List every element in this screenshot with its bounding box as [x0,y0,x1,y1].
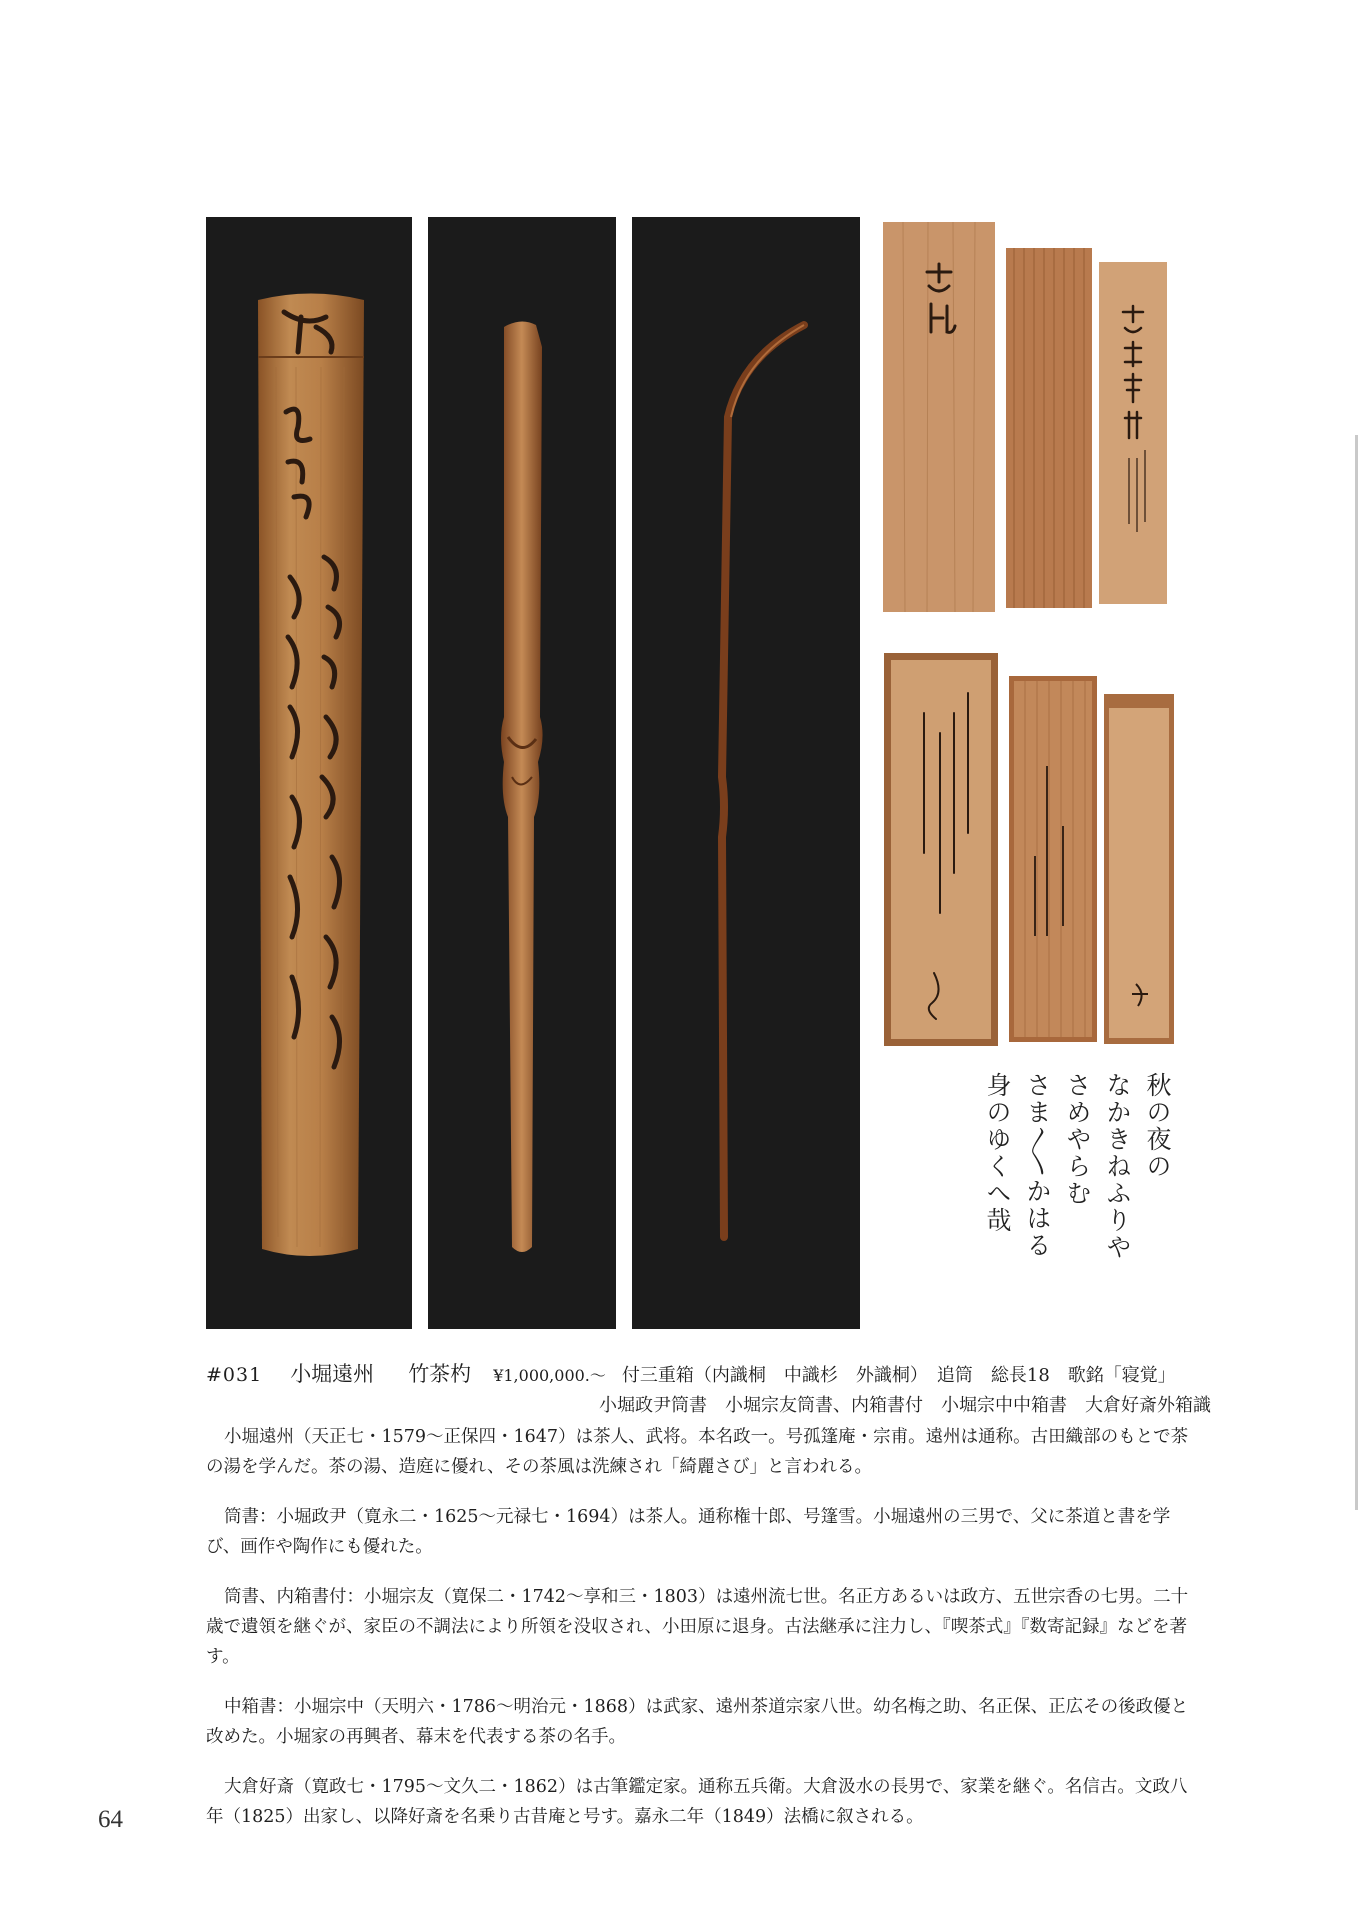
paragraph-enshu: 小堀遠州（天正七・1579～正保四・1647）は茶人、武将。本名政一。号孤篷庵・宗甫。遠州は通称。古田織部のもとで茶の湯を学んだ。茶の湯、造庭に優れ、その茶風は洗練され「綺麗さび」と言われる。 [206,1427,1189,1477]
bamboo-case-illustration [206,217,412,1329]
paragraph-soyu: 筒書、内箱書付：小堀宗友（寛保二・1742～享和三・1803）は遠州流七世。名正方あるいは政方、五世宗香の七男。二十歳で遺領を継ぐが、家臣の不調法により所領を没収され、小田原に退身。古法継承に注力し、『喫茶式』『数寄記録』などを著す。 [206,1587,1189,1667]
poem-line: さめやらむ [1063,1072,1092,1207]
catalog-number: #031 [206,1364,263,1386]
poem [983,1072,1174,1262]
item-spec: 付三重箱（内識桐 中識杉 外識桐） 追筒 総長18 歌銘「寝覚」 [621,1365,1176,1386]
page-number: 64 [98,1806,123,1833]
paragraph-kosai: 大倉好斎（寛政七・1795～文久二・1862）は古筆鑑定家。通称五兵衛。大倉汲水の長男で、家業を継ぐ。名信古。文政八年（1825）出家し、以降好斎を名乗り古昔庵と号す。嘉永二年（1849）法橋に叙される。 [206,1777,1188,1827]
item-inscriptions: 小堀政尹筒書 小堀宗友筒書、内箱書付 小堀宗中中箱書 大倉好斎外箱識 [599,1395,1211,1416]
inner-box-base [1104,694,1174,1044]
poem-line: なかきねふりや [1103,1072,1132,1261]
middle-box-lid [1006,248,1092,608]
poem-line: 秋の夜の [1143,1072,1172,1180]
catalog-caption [206,1358,1211,1390]
item-price: ¥1,000,000.～ [493,1366,606,1385]
artist-name: 小堀遠州 [290,1362,375,1386]
inner-box-lid [1099,262,1167,604]
tea-scoop-front-photo [428,217,616,1329]
tea-scoop-side-photo [632,217,860,1329]
middle-box-base [1009,676,1097,1042]
poem-line: さま〱かはる [1023,1072,1052,1259]
bamboo-case-photo [206,217,412,1329]
tea-scoop-front-illustration [428,217,616,1329]
item-title: 竹茶杓 [408,1362,472,1386]
tea-scoop-side-illustration [632,217,860,1329]
poem-line: 身のゆくへ哉 [983,1072,1012,1234]
outer-box-lid [883,222,995,612]
paragraph-masatada: 筒書：小堀政尹（寛永二・1625～元禄七・1694）は茶人。通称権十郎、号篷雪。小堀遠州の三男で、父に茶道と書を学び、画作や陶作にも優れた。 [206,1507,1171,1557]
outer-box-base [884,653,998,1046]
paragraph-sochu: 中箱書：小堀宗中（天明六・1786～明治元・1868）は武家、遠州茶道宗家八世。幼名梅之助、名正保、正広その後政優と改めた。小堀家の再興者、幕末を代表する茶の名手。 [206,1697,1189,1747]
